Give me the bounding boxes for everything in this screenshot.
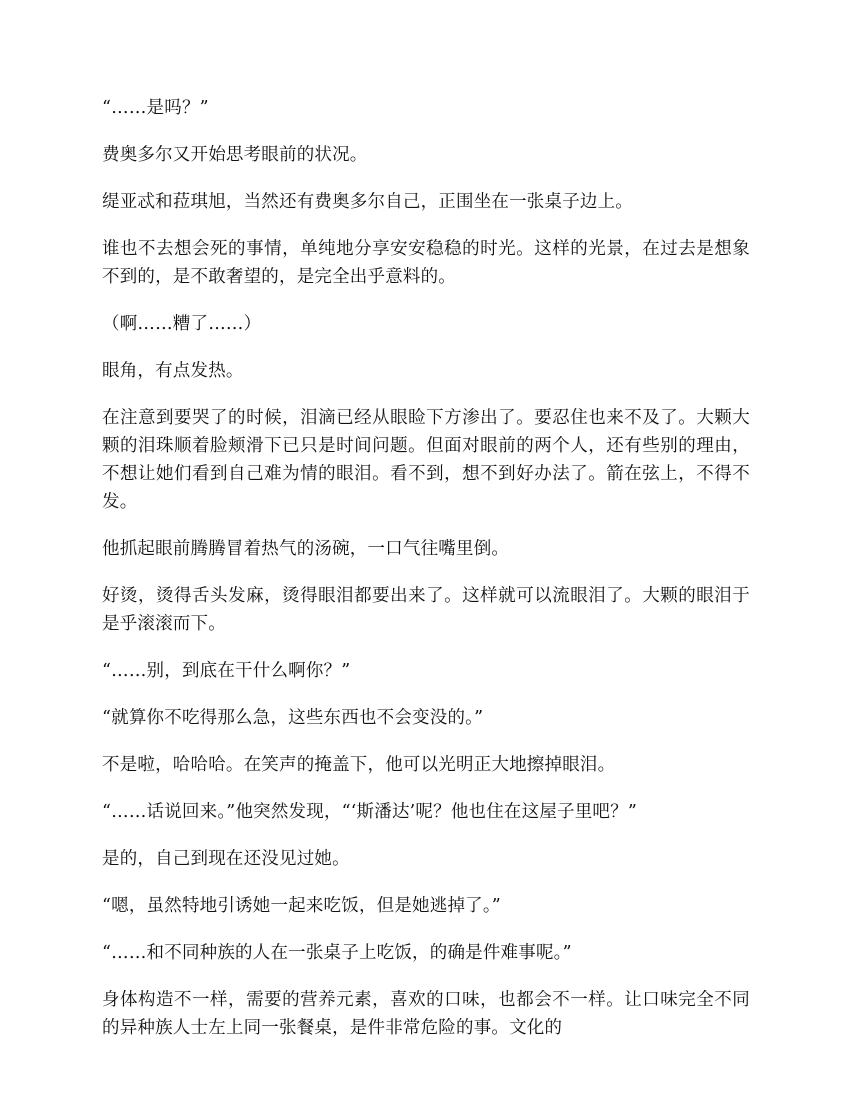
paragraph: 身体构造不一样，需要的营养元素，喜欢的口味，也都会不一样。让口味完全不同的异种族人士左上同一张餐桌，是件非常危险的事。文化的 xyxy=(102,990,750,1038)
paragraph: 在注意到要哭了的时候，泪滴已经从眼睑下方渗出了。要忍住也来不及了。大颗大颗的泪珠顺着脸颊滑下已只是时间问题。但面对眼前的两个人，还有些别的理由，不想让她们看到自己难为情的眼泪。看不到，想不到好办法了。箭在弦上，不得不发。 xyxy=(102,408,750,512)
paragraph: “……是吗？” xyxy=(102,98,209,118)
paragraph: 好烫，烫得舌头发麻，烫得眼泪都要出来了。这样就可以流眼泪了。大颗的眼泪于是乎滚滚而下。 xyxy=(102,586,750,634)
paragraph: “嗯，虽然特地引诱她一起来吃饭，但是她逃掉了。” xyxy=(102,896,501,916)
paragraph: 不是啦，哈哈哈。在笑声的掩盖下，他可以光明正大地擦掉眼泪。 xyxy=(102,755,616,775)
paragraph: 谁也不去想会死的事情，单纯地分享安安稳稳的时光。这样的光景，在过去是想象不到的，是不敢奢望的，是完全出乎意料的。 xyxy=(102,239,750,287)
paragraph: “……和不同种族的人在一张桌子上吃饭，的确是件难事呢。” xyxy=(102,943,572,963)
paragraph: 他抓起眼前腾腾冒着热气的汤碗，一口气往嘴里倒。 xyxy=(102,539,510,559)
paragraph: 眼角，有点发热。 xyxy=(102,361,244,381)
paragraph: 费奥多尔又开始思考眼前的状况。 xyxy=(102,145,368,165)
paragraph: “……话说回来。”他突然发现，“‘斯潘达’呢？他也住在这屋子里吧？” xyxy=(102,802,637,822)
paragraph: （啊……糟了……） xyxy=(102,314,262,334)
paragraph: 是的，自己到现在还没见过她。 xyxy=(102,849,350,869)
paragraph: 缇亚忒和菈琪旭，当然还有费奥多尔自己，正围坐在一张桌子边上。 xyxy=(102,192,633,212)
paragraph: “……别，到底在干什么啊你？” xyxy=(102,661,351,681)
paragraph: “就算你不吃得那么急，这些东西也不会变没的。” xyxy=(102,708,484,728)
document-page xyxy=(102,94,750,1061)
